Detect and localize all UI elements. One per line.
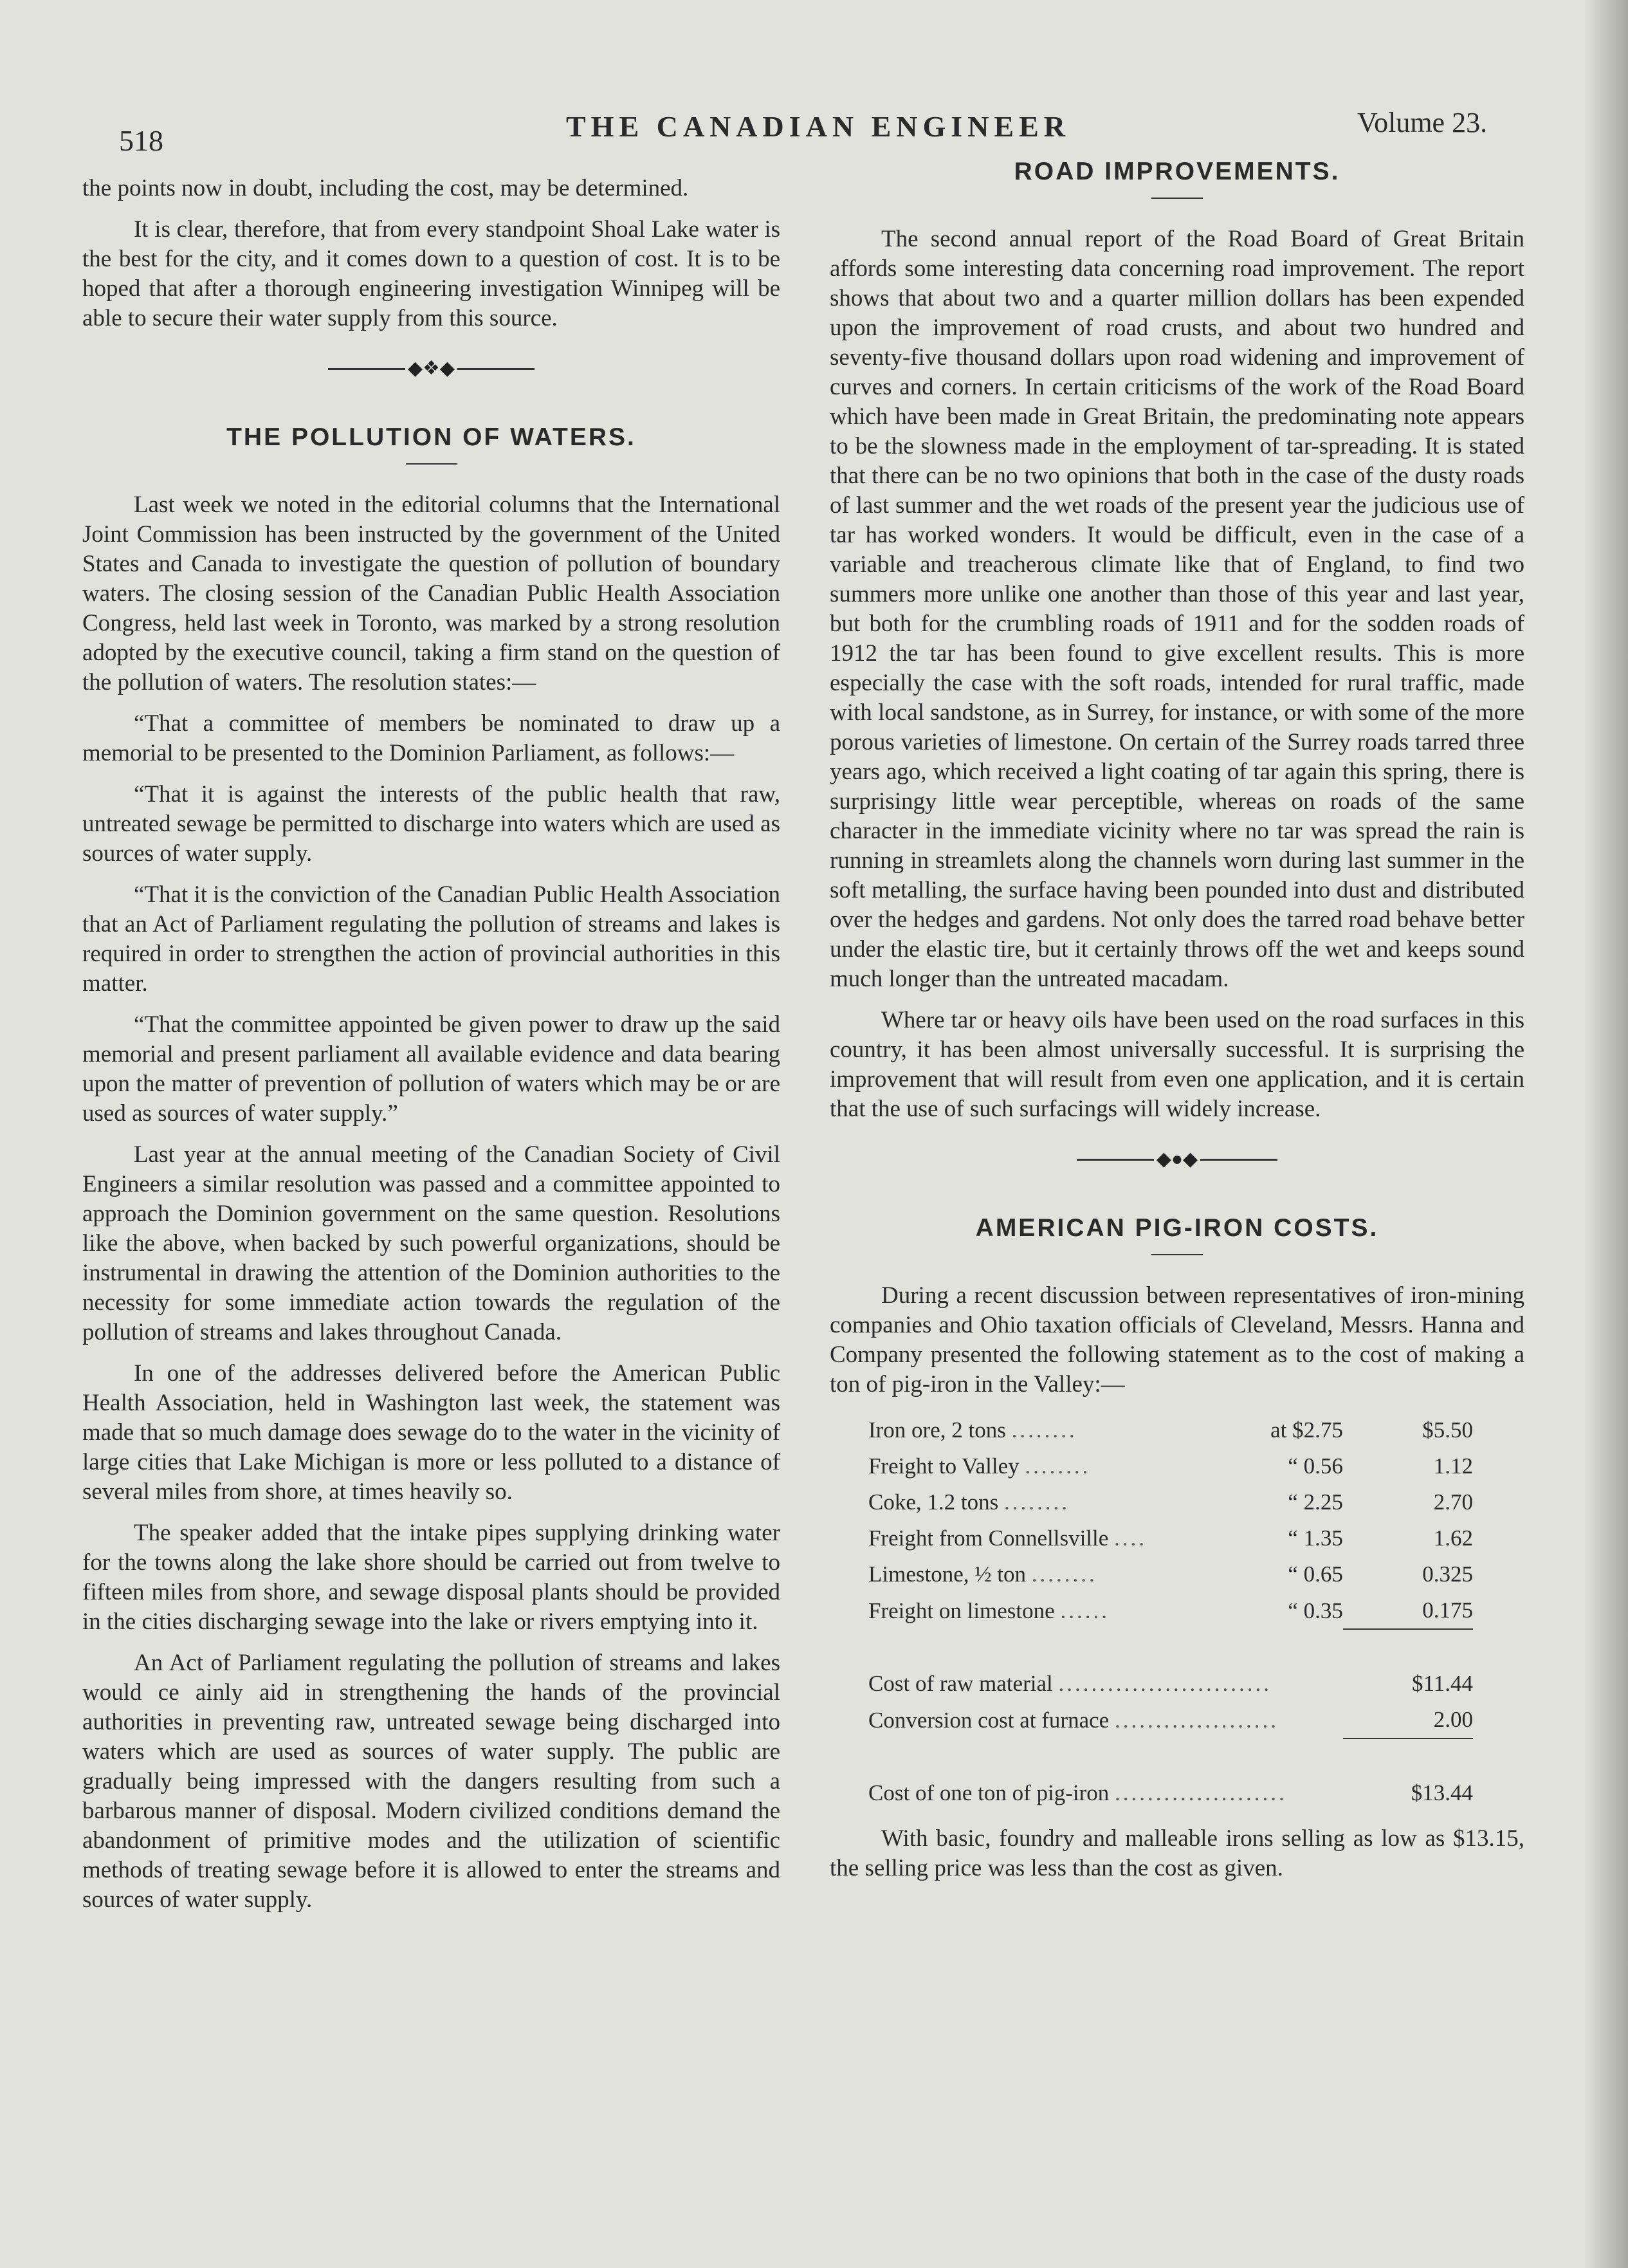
leader-dots: ..................... [1115,1780,1287,1805]
paragraph: Last year at the annual meeting of the Canadian Society of Civil Engineers a similar resolution was passed and a committee appointed to approach the Dominion government on the same question. Resolutions like the above, when backed by such powerful organizations, should be instrumental in drawing the attention of the Dominion authorities to the necessity for some immediate action towards the regulation of the pollution of streams and lakes throughout Canada. [82,1141,780,1345]
sum-rule-row [868,1629,1473,1666]
paragraph: With basic, foundry and malleable irons selling as low as $13.15, the selling price was less than the cost as given. [830,1825,1524,1881]
table-row [868,1702,1473,1738]
table-row [868,1520,1473,1556]
cost-item: Freight on limestone [868,1598,1055,1623]
journal-title: THE CANADIAN ENGINEER [566,110,1070,143]
left-column [82,174,780,1926]
total-cost-amount: $13.44 [1411,1780,1473,1805]
conversion-cost-amount: 2.00 [1433,1707,1473,1732]
table-row [868,1412,1473,1448]
leader-dots: ........ [1025,1453,1091,1479]
table-row [868,1775,1473,1811]
leader-dots: ...... [1060,1598,1110,1623]
table-row [868,1448,1473,1484]
section-title-pollution: THE POLLUTION OF WATERS. [226,423,636,451]
table-row [868,1556,1473,1592]
conversion-cost-label: Conversion cost at furnace [868,1707,1110,1733]
page-edge-shadow [1583,0,1628,2268]
cost-amount: 0.325 [1422,1562,1473,1587]
paragraph: The speaker added that the intake pipes supplying drinking water for the towns along the lake shore should be carried out from twelve to fifteen miles from shore, and sewage disposal plants should be provided in the cities discharging sewage into the lake or rivers emptying into it. [82,1520,780,1635]
cost-amount: 1.62 [1433,1526,1473,1551]
section-title-pig-iron: AMERICAN PIG-IRON COSTS. [975,1214,1379,1242]
paragraph: “That the committee appointed be given power to draw up the said memorial and present parliament all available evidence and data bearing upon the matter of prevention of pollution of waters which may be or are used as sources of water supply.” [82,1011,780,1127]
paragraph: An Act of Parliament regulating the pollution of streams and lakes would ce ainly aid in strengthening the hands of the provincial authorities in preventing raw, untreated sewage being discharged into waters which are used as sources of water supply. The public are gradually being impressed with the dangers resulting from such a barbarous manner of disposal. Modern civilized conditions demand the abandonment of primitive modes and the utilization of scientific methods of treating sewage before it is allowed to enter the streams and sources of water supply. [82,1650,780,1913]
table-row [868,1484,1473,1520]
cost-rate: “ 2.25 [1288,1489,1343,1515]
title-rule [1151,198,1203,199]
cost-amount: 0.175 [1422,1598,1473,1623]
paragraph: “That a committee of members be nominated to draw up a memorial to be presented to the Dominion Parliament, as follows:— [82,710,780,766]
paragraph: “That it is the conviction of the Canadian Public Health Association that an Act of Parliament regulating the pollution of streams and lakes is required in order to strengthen the action of provincial authorities in this matter. [82,881,780,997]
paragraph: The second annual report of the Road Board of Great Britain affords some interesting data concerning road improvement. The report shows that about two and a quarter million dollars has been expended upon the improvement of road crusts, and about two hundred and seventy-five thousand dollars upon road widening and improvement of curves and corners. In certain criticisms of the work of the Road Board which have been made in Great Britain, the predominating note appears to be the slowness made in the employment of tar-spreading. It is stated that there can be no two opinions that both in the case of the dusty roads of last summer and the wet roads of the present year the judicious use of tar has worked wonders. It would be difficult, even in the case of a variable and treacherous climate like that of England, to find two summers more unlike one another than those of this year and last year, but both for the crumbling roads of 1911 and for the sodden roads of 1912 the tar has been found to give excellent results. This is more especially the case with the soft roads, intended for rural traffic, made with local sandstone, as in Surrey, for instance, or with some of the more porous varieties of limestone. On certain of the Surrey roads tarred three years ago, which received a light coating of tar again this spring, there is surprisingy little wear perceptible, whereas on roads of the same character in the immediate vicinity where no tar was spread the rain is running in streamlets along the channels worn during last summer in the soft metalling, the surface having been pounded into dust and distributed over the hedges and gardens. Not only does the tarred road behave better under the elastic tire, but it certainly throws off the wet and keeps sound much longer than the untreated macadam. [830,226,1524,992]
page-number: 518 [119,124,163,157]
section-divider-ornament: ◆●◆ [830,1150,1524,1169]
cost-rate: “ 0.65 [1288,1562,1343,1587]
cost-amount: $5.50 [1422,1417,1473,1443]
paragraph: “That it is against the interests of the public health that raw, untreated sewage be permitted to discharge into waters which are used as sources of water supply. [82,781,780,867]
leader-dots: .................... [1114,1707,1279,1733]
cost-item: Freight to Valley [868,1453,1020,1479]
title-rule [1151,1254,1203,1255]
total-cost-label: Cost of one ton of pig-iron [868,1780,1110,1805]
leader-dots: .... [1114,1526,1148,1551]
cost-item: Coke, 1.2 tons [868,1489,999,1515]
leader-dots: ........ [1031,1562,1097,1587]
volume-label: Volume 23. [1357,107,1488,138]
table-row [868,1666,1473,1702]
title-rule [406,463,457,465]
cost-item: Limestone, ½ ton [868,1562,1026,1587]
page-header [0,97,1628,157]
cost-rate: “ 0.56 [1288,1453,1343,1479]
paragraph: It is clear, therefore, that from every standpoint Shoal Lake water is the best for the city, and it comes down to a question of cost. It is to be hoped that after a thorough engineering investigation Winnipeg will be able to secure their water supply from this source. [82,216,780,331]
sum-rule-row [868,1738,1473,1775]
cost-item: Freight from Connellsville [868,1526,1109,1551]
cost-amount: 1.12 [1433,1453,1473,1479]
raw-material-amount: $11.44 [1412,1671,1473,1696]
paragraph: Where tar or heavy oils have been used on the road surfaces in this country, it has been almost universally successful. It is surprising the improvement that will result from even one application, and it is certain that the use of such surfacings will widely increase. [830,1007,1524,1122]
paragraph: During a recent discussion between representatives of iron-mining companies and Ohio taxation officials of Cleveland, Messrs. Hanna and Company presented the following statement as to the cost of making a ton of pig-iron in the Valley:— [830,1282,1524,1397]
section-divider-ornament: ◆❖◆ [82,359,780,378]
cost-item: Iron ore, 2 tons [868,1417,1006,1443]
raw-material-label: Cost of raw material [868,1671,1053,1696]
cost-table [868,1412,1473,1811]
section-title-road: ROAD IMPROVEMENTS. [1014,158,1340,185]
table-row [868,1592,1473,1629]
cost-amount: 2.70 [1433,1489,1473,1515]
paragraph: the points now in doubt, including the cost, may be determined. [82,175,689,201]
leader-dots: ........ [1003,1489,1070,1515]
leader-dots: ........ [1011,1417,1077,1443]
paragraph: Last week we noted in the editorial columns that the International Joint Commission has been instructed by the government of the United States and Canada to investigate the question of pollution of boundary waters. The closing session of the Canadian Public Health Association Congress, held last week in Toronto, was marked by a strong resolution adopted by the executive council, taking a firm stand on the question of the pollution of waters. The resolution states:— [82,492,780,696]
paragraph: In one of the addresses delivered before the American Public Health Association, held in Washington last week, the statement was made that so much damage does sewage do to the water in the vicinity of large cities that Lake Michigan is more or less polluted to a distance of several miles from shore, at times heavily so. [82,1360,780,1505]
right-column [830,158,1524,1895]
cost-rate: “ 1.35 [1288,1526,1343,1551]
cost-rate: “ 0.35 [1288,1598,1343,1623]
cost-rate: at $2.75 [1270,1417,1343,1443]
leader-dots: .......................... [1058,1671,1272,1696]
